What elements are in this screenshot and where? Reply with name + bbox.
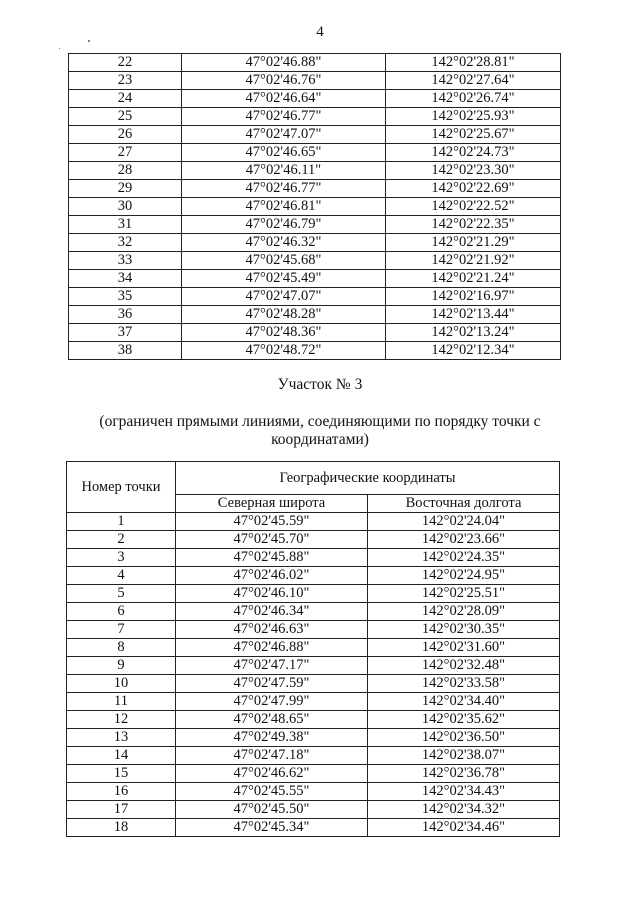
point-number-cell: 24 xyxy=(69,90,182,108)
latitude-cell: 47°02'46.11" xyxy=(182,162,386,180)
latitude-cell: 47°02'46.64" xyxy=(182,90,386,108)
point-number-cell: 25 xyxy=(69,108,182,126)
table-row xyxy=(69,234,561,252)
longitude-cell: 142°02'23.66" xyxy=(368,531,560,549)
point-number-cell: 33 xyxy=(69,252,182,270)
page-number: 4 xyxy=(316,24,324,40)
point-number-cell: 8 xyxy=(67,639,176,657)
scan-artifact-dot xyxy=(88,40,90,42)
point-number-cell: 2 xyxy=(67,531,176,549)
table-row xyxy=(67,603,560,621)
coordinates-table-section-3 xyxy=(66,461,560,837)
latitude-cell: 47°02'47.17" xyxy=(176,657,368,675)
longitude-cell: 142°02'12.34" xyxy=(386,342,561,360)
scan-artifact-dot xyxy=(59,48,60,49)
table-row xyxy=(69,72,561,90)
point-number-cell: 29 xyxy=(69,180,182,198)
point-number-cell: 22 xyxy=(69,54,182,72)
point-number-cell: 23 xyxy=(69,72,182,90)
latitude-cell: 47°02'47.07" xyxy=(182,126,386,144)
latitude-cell: 47°02'46.77" xyxy=(182,108,386,126)
header-east-longitude: Восточная долгота xyxy=(368,495,560,513)
latitude-cell: 47°02'46.79" xyxy=(182,216,386,234)
header-north-latitude: Северная широта xyxy=(176,495,368,513)
table-row xyxy=(67,513,560,531)
latitude-cell: 47°02'45.49" xyxy=(182,270,386,288)
table-row xyxy=(67,531,560,549)
latitude-cell: 47°02'48.28" xyxy=(182,306,386,324)
table-row xyxy=(67,801,560,819)
table-row xyxy=(67,567,560,585)
latitude-cell: 47°02'46.76" xyxy=(182,72,386,90)
latitude-cell: 47°02'45.59" xyxy=(176,513,368,531)
longitude-cell: 142°02'34.43" xyxy=(368,783,560,801)
longitude-cell: 142°02'22.52" xyxy=(386,198,561,216)
longitude-cell: 142°02'13.44" xyxy=(386,306,561,324)
latitude-cell: 47°02'46.63" xyxy=(176,621,368,639)
table-row xyxy=(69,288,561,306)
point-number-cell: 27 xyxy=(69,144,182,162)
longitude-cell: 142°02'24.35" xyxy=(368,549,560,567)
table-row xyxy=(67,621,560,639)
latitude-cell: 47°02'46.77" xyxy=(182,180,386,198)
section-title: Участок № 3 xyxy=(277,376,363,393)
longitude-cell: 142°02'34.40" xyxy=(368,693,560,711)
point-number-cell: 35 xyxy=(69,288,182,306)
table-row xyxy=(69,270,561,288)
point-number-cell: 28 xyxy=(69,162,182,180)
table-row xyxy=(67,819,560,837)
longitude-cell: 142°02'36.50" xyxy=(368,729,560,747)
point-number-cell: 5 xyxy=(67,585,176,603)
longitude-cell: 142°02'30.35" xyxy=(368,621,560,639)
longitude-cell: 142°02'22.69" xyxy=(386,180,561,198)
longitude-cell: 142°02'22.35" xyxy=(386,216,561,234)
latitude-cell: 47°02'46.02" xyxy=(176,567,368,585)
latitude-cell: 47°02'48.65" xyxy=(176,711,368,729)
table-row xyxy=(69,90,561,108)
longitude-cell: 142°02'28.81" xyxy=(386,54,561,72)
table-row xyxy=(69,126,561,144)
table-row xyxy=(69,324,561,342)
latitude-cell: 47°02'46.10" xyxy=(176,585,368,603)
point-number-cell: 36 xyxy=(69,306,182,324)
table-row xyxy=(67,585,560,603)
longitude-cell: 142°02'38.07" xyxy=(368,747,560,765)
table-row xyxy=(67,747,560,765)
point-number-cell: 3 xyxy=(67,549,176,567)
longitude-cell: 142°02'34.46" xyxy=(368,819,560,837)
section-description: (ограничен прямыми линиями, соединяющими по порядку точки с координатами) xyxy=(99,413,541,448)
longitude-cell: 142°02'24.04" xyxy=(368,513,560,531)
point-number-cell: 26 xyxy=(69,126,182,144)
longitude-cell: 142°02'36.78" xyxy=(368,765,560,783)
table-row xyxy=(69,198,561,216)
latitude-cell: 47°02'45.68" xyxy=(182,252,386,270)
latitude-cell: 47°02'48.72" xyxy=(182,342,386,360)
point-number-cell: 17 xyxy=(67,801,176,819)
point-number-cell: 1 xyxy=(67,513,176,531)
point-number-cell: 38 xyxy=(69,342,182,360)
latitude-cell: 47°02'46.88" xyxy=(176,639,368,657)
point-number-cell: 18 xyxy=(67,819,176,837)
table-row xyxy=(67,549,560,567)
latitude-cell: 47°02'46.32" xyxy=(182,234,386,252)
point-number-cell: 4 xyxy=(67,567,176,585)
latitude-cell: 47°02'49.38" xyxy=(176,729,368,747)
latitude-cell: 47°02'45.88" xyxy=(176,549,368,567)
longitude-cell: 142°02'33.58" xyxy=(368,675,560,693)
longitude-cell: 142°02'35.62" xyxy=(368,711,560,729)
point-number-cell: 13 xyxy=(67,729,176,747)
longitude-cell: 142°02'27.64" xyxy=(386,72,561,90)
point-number-cell: 32 xyxy=(69,234,182,252)
header-geo-coordinates: Географические координаты xyxy=(176,462,560,495)
latitude-cell: 47°02'46.81" xyxy=(182,198,386,216)
table-row xyxy=(67,657,560,675)
latitude-cell: 47°02'45.50" xyxy=(176,801,368,819)
latitude-cell: 47°02'45.70" xyxy=(176,531,368,549)
table-row xyxy=(67,711,560,729)
longitude-cell: 142°02'21.92" xyxy=(386,252,561,270)
point-number-cell: 14 xyxy=(67,747,176,765)
latitude-cell: 47°02'47.07" xyxy=(182,288,386,306)
table-row xyxy=(67,639,560,657)
longitude-cell: 142°02'13.24" xyxy=(386,324,561,342)
latitude-cell: 47°02'47.18" xyxy=(176,747,368,765)
latitude-cell: 47°02'46.88" xyxy=(182,54,386,72)
point-number-cell: 11 xyxy=(67,693,176,711)
header-point-number: Номер точки xyxy=(67,462,176,513)
point-number-cell: 31 xyxy=(69,216,182,234)
point-number-cell: 37 xyxy=(69,324,182,342)
latitude-cell: 47°02'46.65" xyxy=(182,144,386,162)
longitude-cell: 142°02'25.93" xyxy=(386,108,561,126)
table-row xyxy=(69,162,561,180)
table-row xyxy=(69,54,561,72)
table-row xyxy=(67,729,560,747)
coordinates-table-continued xyxy=(68,53,561,360)
table-row xyxy=(69,144,561,162)
longitude-cell: 142°02'24.73" xyxy=(386,144,561,162)
longitude-cell: 142°02'34.32" xyxy=(368,801,560,819)
table-row xyxy=(67,675,560,693)
table-row xyxy=(69,108,561,126)
table-row xyxy=(69,306,561,324)
longitude-cell: 142°02'21.24" xyxy=(386,270,561,288)
point-number-cell: 9 xyxy=(67,657,176,675)
longitude-cell: 142°02'26.74" xyxy=(386,90,561,108)
point-number-cell: 30 xyxy=(69,198,182,216)
longitude-cell: 142°02'32.48" xyxy=(368,657,560,675)
latitude-cell: 47°02'46.34" xyxy=(176,603,368,621)
longitude-cell: 142°02'25.51" xyxy=(368,585,560,603)
point-number-cell: 16 xyxy=(67,783,176,801)
table-row xyxy=(67,693,560,711)
latitude-cell: 47°02'45.55" xyxy=(176,783,368,801)
latitude-cell: 47°02'47.99" xyxy=(176,693,368,711)
latitude-cell: 47°02'46.62" xyxy=(176,765,368,783)
point-number-cell: 10 xyxy=(67,675,176,693)
longitude-cell: 142°02'16.97" xyxy=(386,288,561,306)
point-number-cell: 34 xyxy=(69,270,182,288)
longitude-cell: 142°02'21.29" xyxy=(386,234,561,252)
point-number-cell: 6 xyxy=(67,603,176,621)
latitude-cell: 47°02'48.36" xyxy=(182,324,386,342)
longitude-cell: 142°02'31.60" xyxy=(368,639,560,657)
table-row xyxy=(67,765,560,783)
table-row xyxy=(67,783,560,801)
longitude-cell: 142°02'23.30" xyxy=(386,162,561,180)
longitude-cell: 142°02'24.95" xyxy=(368,567,560,585)
table-row xyxy=(69,216,561,234)
longitude-cell: 142°02'28.09" xyxy=(368,603,560,621)
point-number-cell: 12 xyxy=(67,711,176,729)
table-row xyxy=(69,180,561,198)
latitude-cell: 47°02'45.34" xyxy=(176,819,368,837)
point-number-cell: 15 xyxy=(67,765,176,783)
point-number-cell: 7 xyxy=(67,621,176,639)
latitude-cell: 47°02'47.59" xyxy=(176,675,368,693)
table-row xyxy=(69,342,561,360)
table-row xyxy=(69,252,561,270)
longitude-cell: 142°02'25.67" xyxy=(386,126,561,144)
